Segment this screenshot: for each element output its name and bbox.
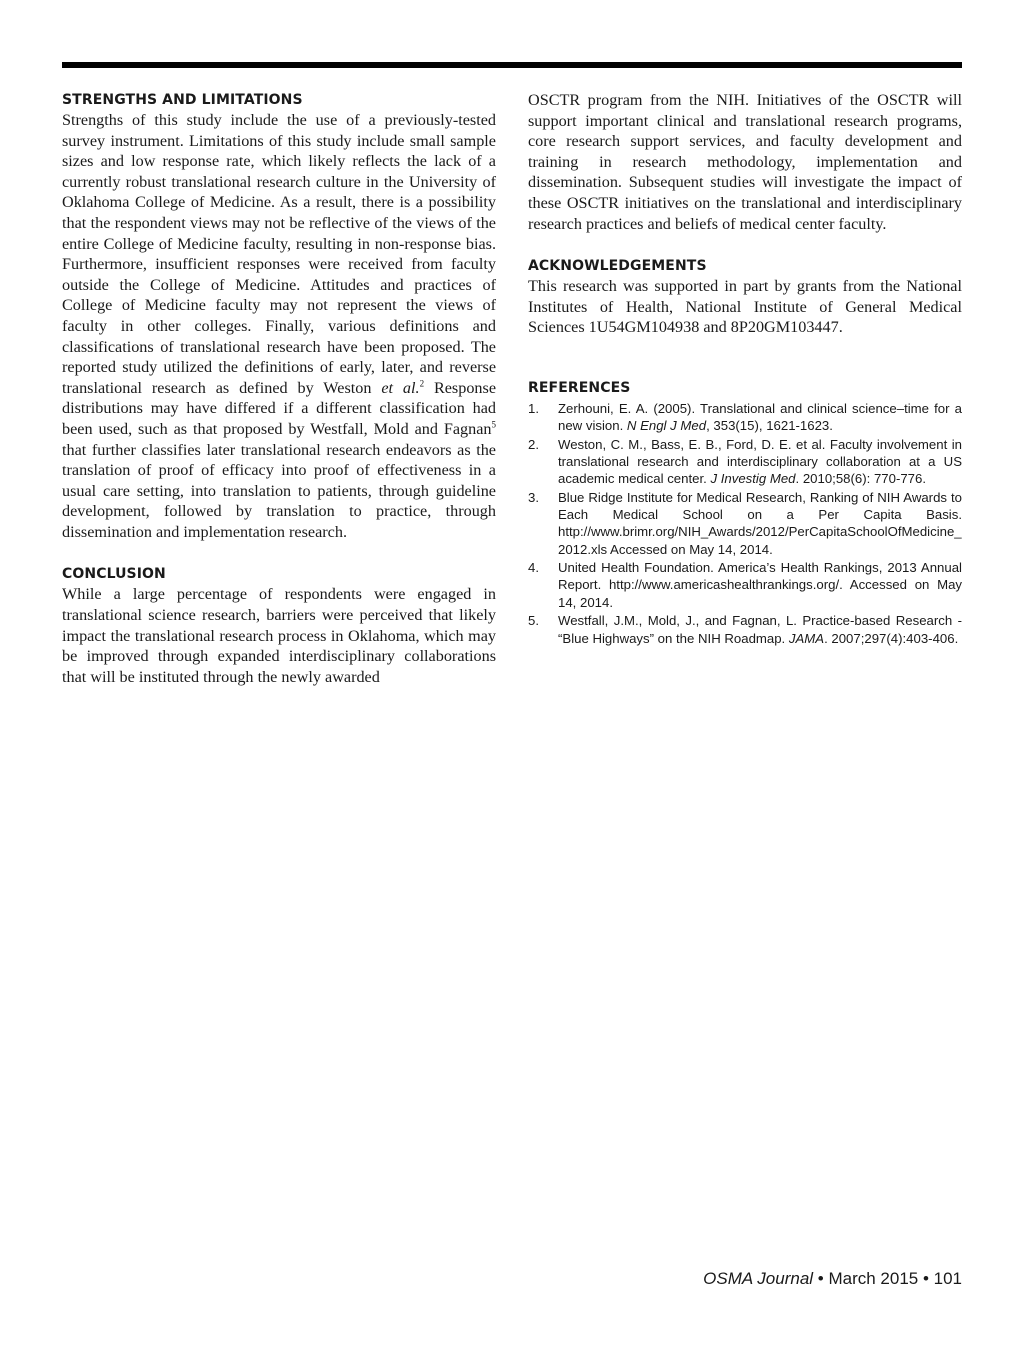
reference-item bbox=[528, 436, 962, 488]
right-column bbox=[528, 90, 962, 648]
top-rule bbox=[62, 62, 962, 68]
reference-text: Zerhouni, E. A. (2005). Translational and clinical science–time for a new vision. N Engl J Med, 353(15), 1621-1623. bbox=[558, 400, 962, 434]
citation-superscript: 5 bbox=[491, 419, 496, 430]
reference-text: Westfall, J.M., Mold, J., and Fagnan, L. Practice-based Research - “Blue Highways” on the NIH Roadmap. JAMA. 2007;297(4):403-406. bbox=[558, 613, 962, 646]
reference-text: United Health Foundation. America’s Health Rankings, 2013 Annual Report. http://www.americashealthrankings.org/. Accessed on May 14, 2014. bbox=[558, 560, 962, 610]
reference-text: Blue Ridge Institute for Medical Research, Ranking of NIH Awards to Each Medical School on a Per Capita Basis. http://www.brimr.org/NIH_Awards/2012/PerCapitaSchoolOfMedicine_2012.xls Accessed on May 14, 2014. bbox=[558, 489, 962, 557]
reference-number: 4. bbox=[528, 560, 539, 576]
references-heading: REFERENCES bbox=[528, 379, 631, 396]
conclusion-heading: CONCLUSION bbox=[62, 566, 166, 583]
strengths-limitations-heading: STRENGTHS AND LIMITATIONS bbox=[62, 92, 303, 108]
reference-number: 5. bbox=[528, 613, 539, 629]
reference-item bbox=[528, 612, 962, 646]
acknowledgements-text: This research was supported in part by grants from the National Institutes of Health, National Institute of General Medical Sciences 1U54GM104938 and 8P20GM103447. bbox=[528, 277, 962, 337]
left-column bbox=[62, 90, 496, 687]
footer-issue-page: • March 2015 • 101 bbox=[813, 1269, 962, 1288]
reference-item bbox=[528, 489, 962, 558]
reference-item bbox=[528, 400, 962, 434]
page-footer bbox=[703, 1268, 962, 1290]
conclusion-continuation-text: OSCTR program from the NIH. Initiatives of the OSCTR will support important clinical and translational research programs, core research support services, and faculty development and training in research methodology, implementation and dissemination. Subsequent studies will investigate the impact of these OSCTR initiatives on the translational and interdisciplinary research practices and beliefs of medical center faculty. bbox=[528, 91, 962, 233]
acknowledgements-heading: ACKNOWLEDGEMENTS bbox=[528, 258, 707, 275]
references-list bbox=[528, 400, 962, 647]
citation-superscript: 2 bbox=[419, 378, 425, 389]
reference-text: Weston, C. M., Bass, E. B., Ford, D. E. et al. Faculty involvement in translational research and interdisciplinary collaboration at a US academic medical center. J Investig Med. 2010;58(6): 770-776. bbox=[558, 436, 962, 487]
reference-item bbox=[528, 559, 962, 611]
footer-journal-name: OSMA Journal bbox=[703, 1269, 814, 1288]
reference-number: 1. bbox=[528, 400, 539, 416]
reference-number: 2. bbox=[528, 436, 539, 452]
strengths-limitations-text: Strengths of this study include the use of a previously-tested survey instrument. Limitations of this study include small sample sizes and low response rate, which likely reflects the lack of a currently robust translational research culture in the University of Oklahoma College of Medicine. As a result, there is a possibility that the respondent views may not be reflective of the views of the entire College of Medicine faculty, resulting in non-response bias. Furthermore, insufficient responses were received from faculty outside the College of Medicine. Attitudes and practices of College of Medicine faculty may not represent the views of faculty in other colleges. Finally, various definitions and classifications of translational research have been proposed. The reported study utilized the definitions of early, later, and reverse translational research as defined by Weston et al.$^2$ Response distributions may have differed if a different classification had been used, such as that proposed by Westfall, Mold and Fagnan$^5$ that further classifies later translational research endeavors as the translation of proof of efficacy into proof of effectiveness in a usual care setting, into translation to patients, through guideline development, followed by translation to practice, through dissemination and implementation research. bbox=[62, 111, 496, 541]
reference-number: 3. bbox=[528, 489, 539, 505]
conclusion-text: While a large percentage of respondents were engaged in translational science research, barriers were perceived that likely impact the translational research process in Oklahoma, which may be improved through expanded interdisciplinary collaborations that will be instituted through the newly awarded bbox=[62, 585, 496, 686]
